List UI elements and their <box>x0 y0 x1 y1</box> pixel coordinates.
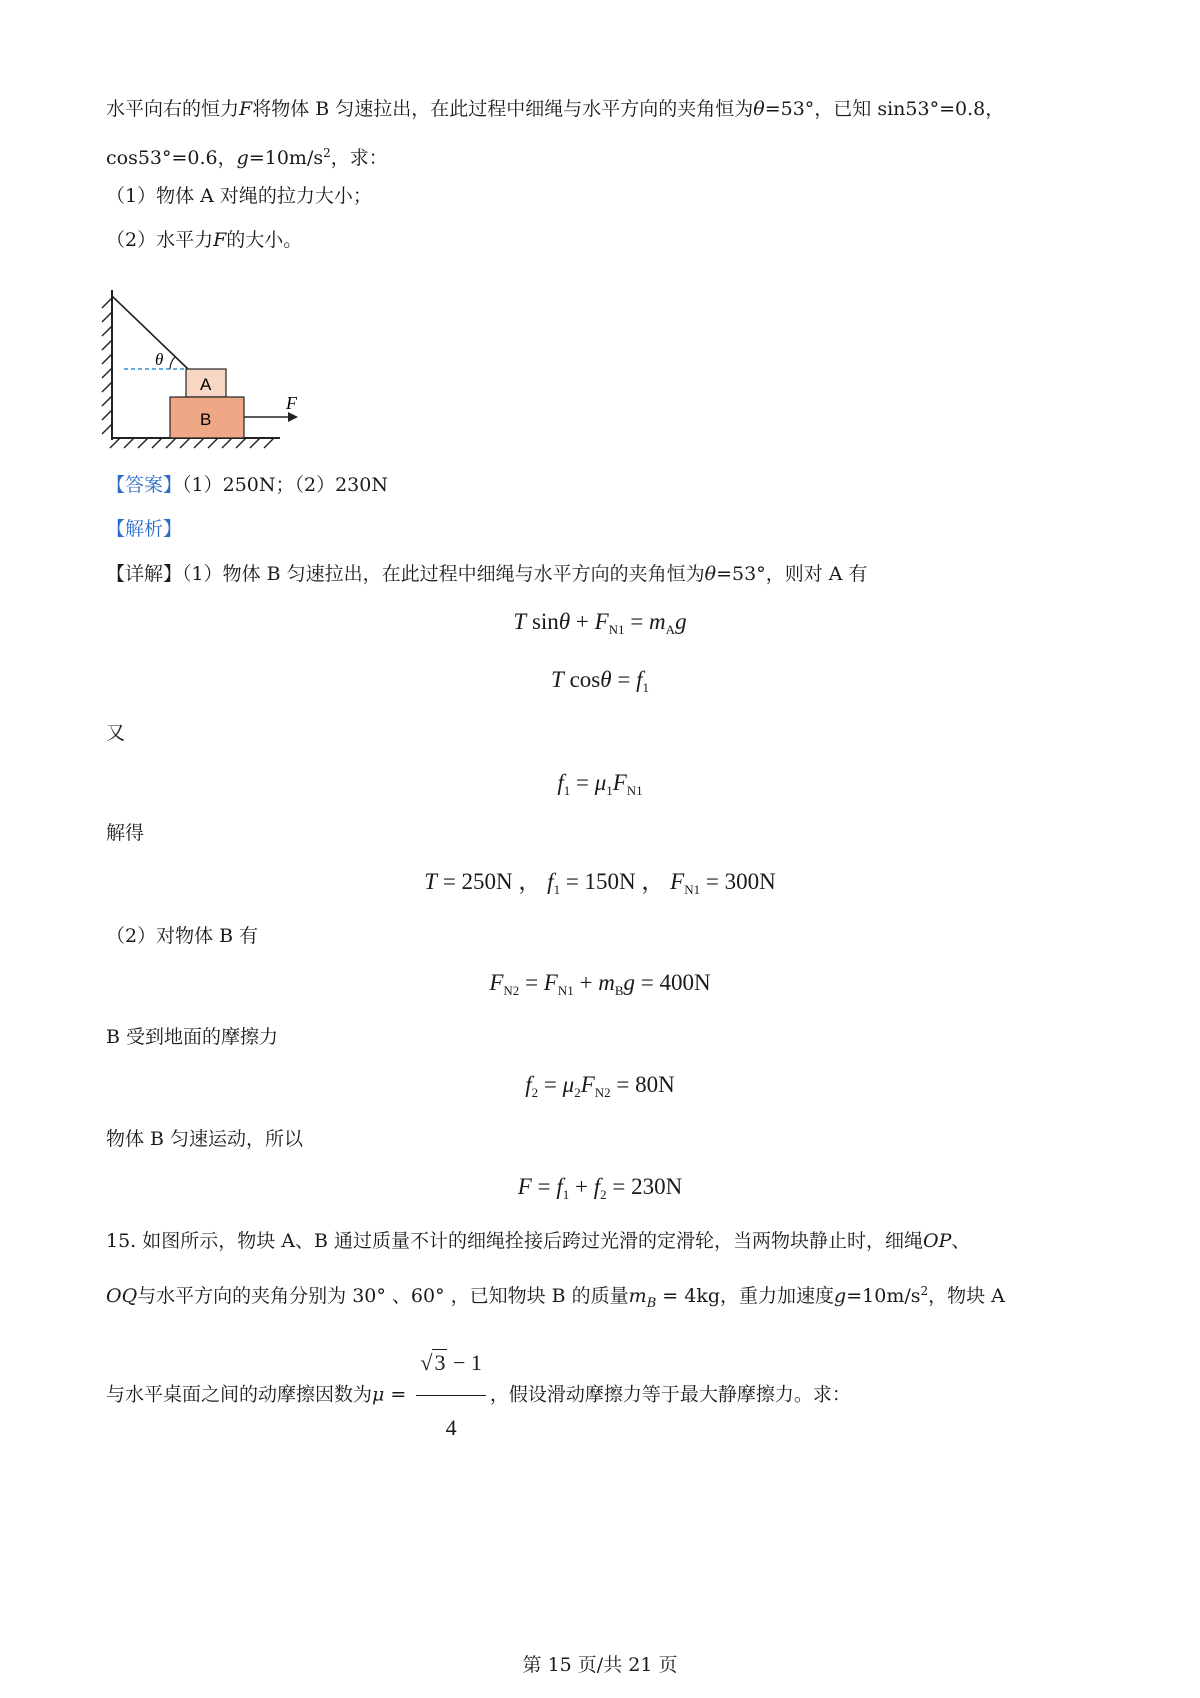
equation-friction-2: $f_2 = \mu_2F_{N2} = 80N$ <box>525 1072 675 1100</box>
answer-line: 【答案】（1）250N；（2）230N <box>106 474 388 496</box>
question-1: （1）物体 A 对绳的拉力大小； <box>106 185 372 207</box>
text-you: 又 <box>106 722 126 744</box>
force-label: F <box>286 393 297 413</box>
block-b-label: B <box>200 410 212 429</box>
arrow-head-icon <box>288 412 298 422</box>
theta-label: θ <box>155 350 164 369</box>
equation-force-f: $F = f_1 + f_2 = 230N$ <box>517 1174 683 1202</box>
text-jiede: 解得 <box>106 822 145 844</box>
q15-line-1: 15. 如图所示，物块 A、B 通过质量不计的细绳拴接后跨过光滑的定滑轮，当两物块静止时，细绳OP、 <box>106 1230 971 1252</box>
q15-line-2: OQ与水平方向的夹角分别为 30° 、60° ，已知物块 B 的质量$m_B = 4kg$，重力加速度$g=10m/s^2$，物块 A <box>106 1284 1005 1311</box>
analysis-tag: 【解析】 <box>106 518 183 540</box>
rope <box>112 296 188 369</box>
wall-hatching <box>102 298 112 434</box>
text-uniform: 物体 B 匀速运动，所以 <box>106 1128 304 1150</box>
floor-hatching <box>110 438 274 448</box>
equation-horizontal-balance-a: T $\cos\theta = f_1$ <box>551 667 649 695</box>
q15-line-3: 与水平桌面之间的动摩擦因数为μ = $\frac{√3 - 1}{4}$ ，假设滑动摩擦力等于最大静摩擦力。求： <box>106 1333 851 1458</box>
equation-results: T = 250N ， $f_1 = 150N$ ， $F_{N1} = 300N$ <box>424 869 776 897</box>
equation-normal-b: $F_{N2} = F_{N1} + m_Bg = 400N$ <box>489 970 711 998</box>
answer-tag: 【答案】 <box>106 474 183 496</box>
intro-line-2: cos53°=0.6，$g=10m/s^2$，求： <box>106 146 388 169</box>
text-friction-b: B 受到地面的摩擦力 <box>106 1026 279 1048</box>
block-a-label: A <box>200 375 212 394</box>
pulley-blocks-figure <box>100 290 320 450</box>
mu-fraction: $\frac{√3 - 1}{4}$ <box>416 1333 486 1458</box>
intro-line-1: 水平向右的恒力F将物体 B 匀速拉出，在此过程中细绳与水平方向的夹角恒为θ=53°，已知 sin53°=0.8， <box>106 98 1005 120</box>
equation-friction-1: $f_1 = \mu_1F_{N1}$ <box>557 770 643 798</box>
angle-arc <box>170 357 175 369</box>
page-footer: 第 15 页/共 21 页 <box>522 1654 678 1676</box>
detail-line: 【详解】（1）物体 B 匀速拉出，在此过程中细绳与水平方向的夹角恒为θ=53°，则对 A 有 <box>106 563 868 585</box>
text-part2: （2）对物体 B 有 <box>106 925 259 947</box>
equation-vertical-balance-a: T $\sin\theta + F_{N1} = m_Ag$ <box>513 609 687 637</box>
question-2: （2）水平力F的大小。 <box>106 229 303 251</box>
